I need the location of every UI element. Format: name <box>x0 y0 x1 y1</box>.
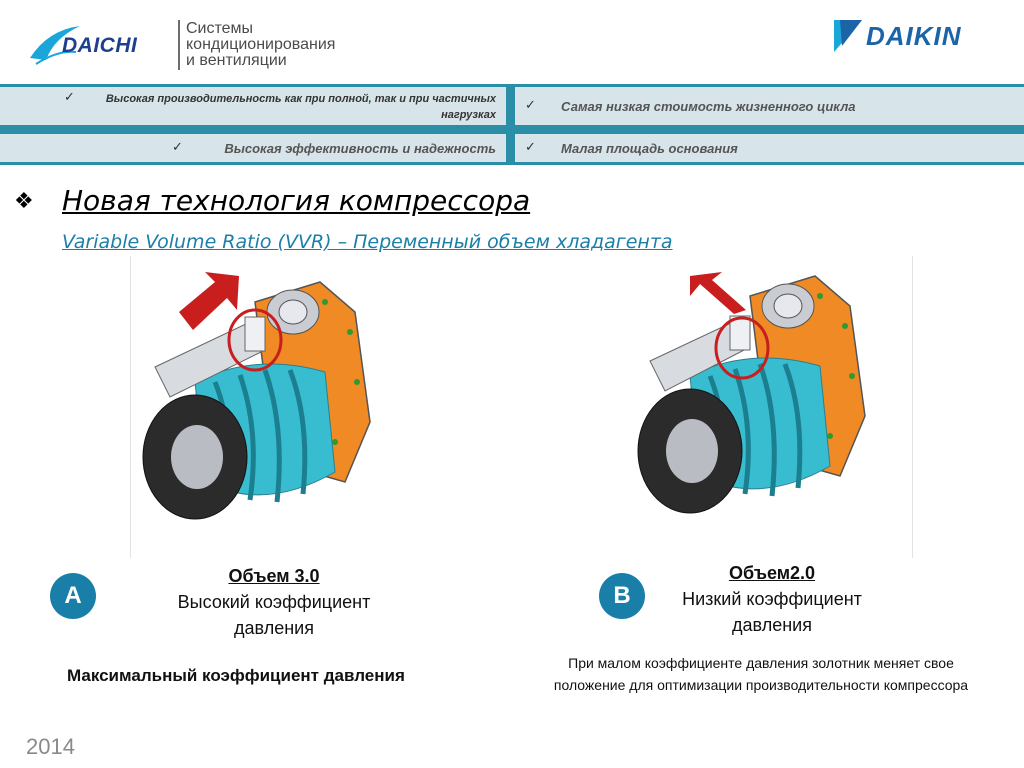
benefit-text-3: Высокая эффективность и надежность <box>224 141 496 156</box>
flange-bore <box>171 425 223 489</box>
benefits-vertical-divider <box>506 84 515 165</box>
check-icon: ✓ <box>172 139 183 154</box>
flange-bore <box>666 419 718 483</box>
header-subtitle <box>186 21 335 69</box>
benefit-cell-3 <box>0 134 506 162</box>
check-icon: ✓ <box>525 97 536 112</box>
caption-b-line2: давления <box>732 615 812 635</box>
caption-a <box>154 563 394 641</box>
caption-a-line2: давления <box>234 618 314 638</box>
caption-b-note-line2: положение для оптимизации производительности компрессора <box>553 677 969 693</box>
diamond-bullet-icon: ❖ <box>14 188 34 213</box>
arrow-inward-icon <box>690 272 746 314</box>
benefit-cell-1 <box>0 87 506 125</box>
panel-border-right <box>912 256 913 558</box>
badge-a: A <box>50 573 96 619</box>
check-icon: ✓ <box>64 89 75 104</box>
header-subtitle-line: Системы <box>186 20 254 37</box>
benefit-cell-2 <box>515 87 1024 125</box>
caption-b-note-line1: При малом коэффициенте давления золотник меняет свое <box>568 655 954 671</box>
caption-b-line1: Низкий коэффициент <box>682 589 862 609</box>
daikin-logo-text: DAIKIN <box>866 21 962 51</box>
daichi-logo-text: DAICHI <box>62 34 138 57</box>
caption-b <box>652 560 892 638</box>
check-icon: ✓ <box>525 139 536 154</box>
slide-subtitle: Variable Volume Ratio (VVR) – Переменный объем хладагента <box>62 231 673 253</box>
header-divider <box>178 20 180 70</box>
benefit-text-2: Самая низкая стоимость жизненного цикла <box>561 99 856 114</box>
header-subtitle-line: и вентиляции <box>186 52 287 69</box>
benefit-cell-4 <box>515 134 1024 162</box>
compressor-a-illustration <box>135 272 395 542</box>
caption-b-volume: Объем2.0 <box>728 563 816 583</box>
caption-a-summary: Максимальный коэффициент давления <box>67 666 405 685</box>
benefit-text-1: Высокая производительность как при полной, так и при частичных нагрузках <box>105 93 496 121</box>
slide-title: Новая технология компрессора <box>62 184 531 217</box>
benefit-text-4: Малая площадь основания <box>561 141 738 156</box>
compressor-b-illustration <box>630 266 890 536</box>
caption-a-line1: Высокий коэффициент <box>177 592 371 612</box>
arrow-outward-icon <box>179 272 239 330</box>
header-subtitle-line: кондиционирования <box>186 36 336 53</box>
caption-a-volume: Объем 3.0 <box>228 566 320 586</box>
caption-b-note <box>520 652 1002 696</box>
panel-border-left <box>130 256 131 558</box>
badge-b: B <box>599 573 645 619</box>
footer-year: 2014 <box>26 734 75 759</box>
